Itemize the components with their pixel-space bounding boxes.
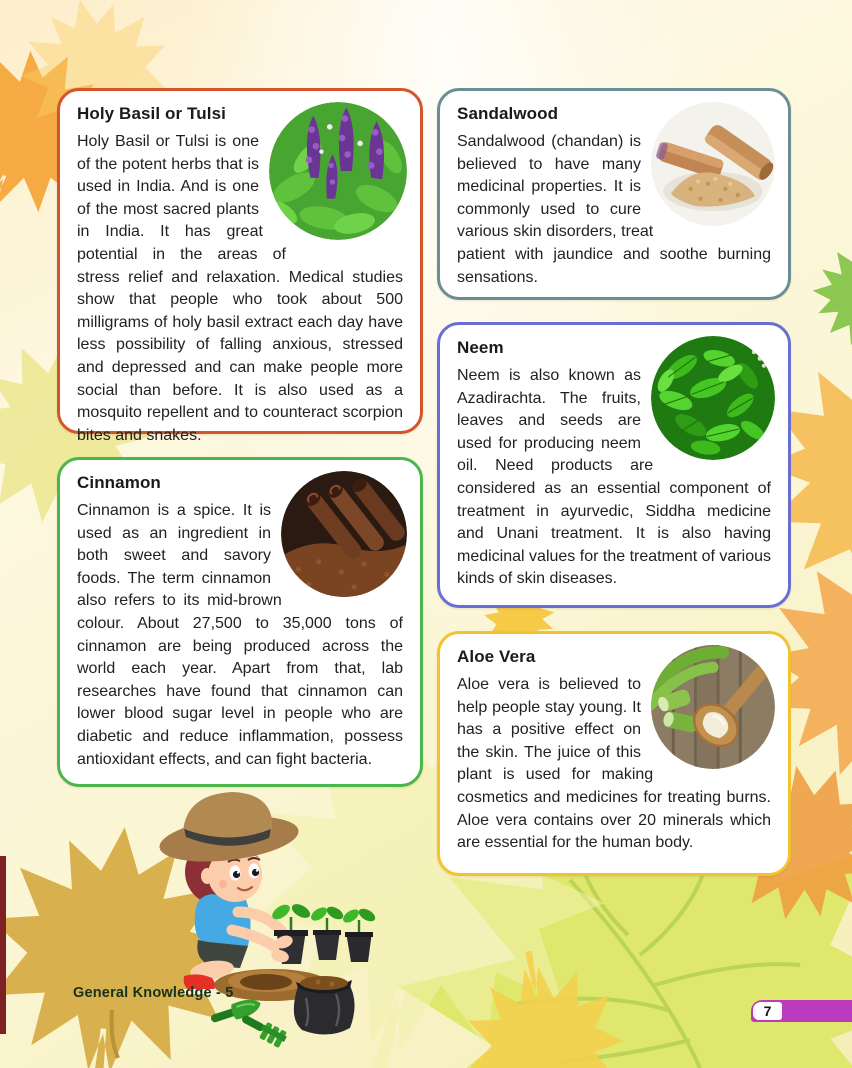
card-body: Sandalwood (chandan) is believed to have many medicinal properties. It is commonly used to cure various skin disorders, treat patient with jaundice and soothe burning sensations.	[457, 133, 771, 286]
card-neem	[437, 322, 791, 608]
boy-figure	[157, 792, 312, 994]
card-title: Cinnamon	[77, 473, 161, 492]
card-title: Aloe Vera	[457, 647, 536, 666]
card-title: Neem	[457, 338, 504, 357]
page-edge-strip	[0, 856, 6, 1034]
page-number: 7	[753, 1002, 782, 1020]
child-planting-illustration	[138, 780, 388, 1048]
card-cinnamon	[57, 457, 423, 787]
footer-book-label: General Knowledge - 5	[73, 985, 234, 1001]
card-body: Cinnamon is a spice. It is used as an ingredient in both sweet and savory foods. The term cinnamon also refers to its mid-brown colour. About 27,500 to 35,000 tons of cinnamon are being produced across the world each year. Apart from that, lab researches have found that cinnamon can lower blood sugar level in people who are diabetic and reduce inflammation, possess antioxidant effects, and can fight bacteria.	[77, 502, 403, 768]
sandalwood-sticks-powder-photo	[651, 102, 775, 226]
tulsi-purple-flowers-photo	[269, 102, 407, 240]
card-aloe-vera	[437, 631, 791, 876]
seedling-pots	[309, 904, 378, 962]
neem-leaves-photo	[651, 336, 775, 460]
card-body: Holy Basil or Tulsi is one of the potent herbs that is used in India. And is one of the most sacred plants in India. It has great potential in the areas of stress relief and relaxation. Medical studies show that people who took about 500 milligrams of holy basil extract each day have less possibility of falling anxious, stressed and depressed and can make people more social than before. It is also used as a mosquito repellent and to counteract scorpion bites and snakes.	[77, 133, 403, 444]
page-number-badge	[751, 1000, 852, 1022]
card-title: Sandalwood	[457, 104, 559, 123]
card-holy-basil	[57, 88, 423, 444]
card-sandalwood	[437, 88, 791, 300]
card-body: Neem is also known as Azadirachta. The fruits, leaves and seeds are used for producing neem oil. Need products are considered as an essential component of treatment in ayurvedic, Siddha medicine and Unani treatment. It is also having medicinal values for the treatment of various kinds of skin diseases.	[457, 367, 771, 588]
card-body: Aloe vera is believed to help people stay young. It has a positive effect on the skin. The juice of this plant is used for making cosmetics and medicines for treating burns. Aloe vera contains over 20 minerals which are essential for the human body.	[457, 676, 771, 852]
aloe-vera-spoon-photo	[651, 645, 775, 769]
cinnamon-sticks-photo	[281, 471, 407, 597]
soil-bag	[294, 976, 355, 1035]
garden-tools	[209, 995, 289, 1048]
card-title: Holy Basil or Tulsi	[77, 104, 226, 123]
